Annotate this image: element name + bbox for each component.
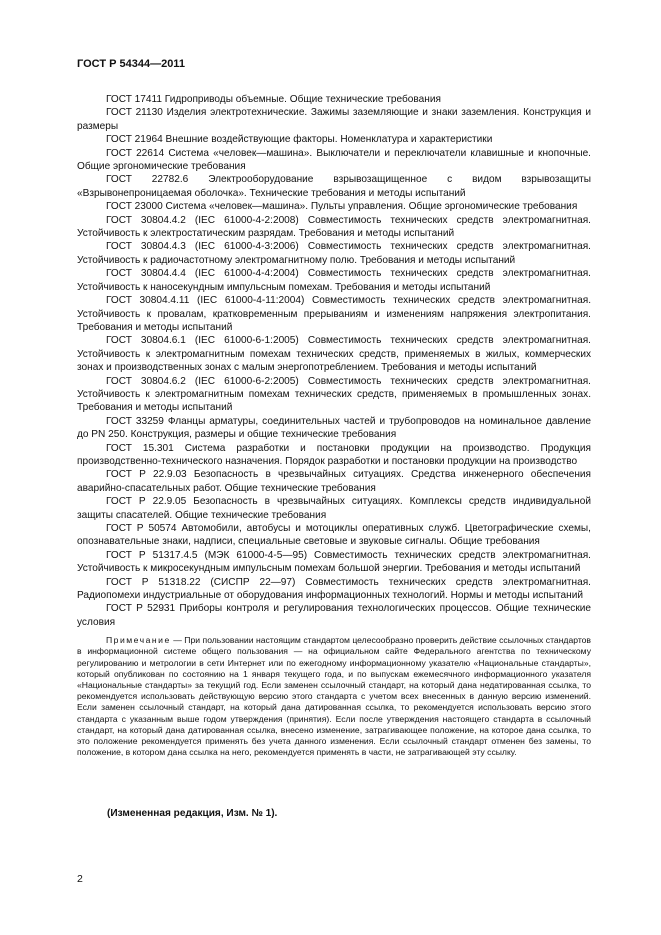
reference-item: ГОСТ 30804.6.1 (IEC 61000-6-1:2005) Совместимость технических средств электромагнитная. Устойчивость к электромагнитным помехам технических средств, применяемых в жилых, коммерческих зонах и производственных зонах с малым энергопотреблением. Требования и методы испытаний bbox=[77, 335, 591, 374]
note-label: Примечание bbox=[106, 635, 171, 646]
reference-item: ГОСТ Р 22.9.03 Безопасность в чрезвычайных ситуациях. Средства инженерного обеспечения аварийно-спасательных работ. Общие технические требования bbox=[77, 469, 591, 494]
edition-note: (Измененная редакция, Изм. № 1). bbox=[107, 808, 278, 819]
page-number: 2 bbox=[77, 873, 83, 885]
reference-item: ГОСТ 23000 Система «человек—машина». Пульты управления. Общие эргономические требования bbox=[106, 201, 578, 213]
note-text: — При пользовании настоящим стандартом целесообразно проверить действие ссылочных стандартов в информационной системе общего пользования — на официальном сайте Федерального агентства по техническому регулированию и метрологии в сети Интернет или по ежегодному информационному указателю «Национальные стандарты», который опубликован по состоянию на 1 января текущего года, и по выпускам ежемесячного информационного указателя «Национальные стандарты» за текущий год. Если заменен ссылочный стандарт, на который дана недатированная ссылка, то рекомендуется использовать действующую версию этого стандарта с учетом всех внесенных в данную версию изменений. Если заменен ссылочный стандарт, на который дана датированная ссылка, то рекомендуется использовать версию этого стандарта с указанным выше годом утверждения (принятия). Если после утверждения настоящего стандарта в ссылочный стандарт, на который дана датированная ссылка, внесено изменение, затрагивающее положение, на которое дана ссылка, то это положение рекомендуется применять без учета данного изменения. Если ссылочный стандарт отменен без замены, то положение, в котором дана ссылка на него, рекомендуется применять в части, не затрагивающей эту ссылку. bbox=[77, 635, 592, 758]
reference-item: ГОСТ 22782.6 Электрооборудование взрывозащищенное с видом взрывозащиты «Взрывонепроницаемая оболочка». Технические требования и методы испытаний bbox=[77, 174, 591, 199]
reference-item: ГОСТ 30804.6.2 (IEC 61000-6-2:2005) Совместимость технических средств электромагнитная. Устойчивость к электромагнитным помехам технических средств, применяемых в промышленных зонах. Требования и методы испытаний bbox=[77, 375, 591, 414]
reference-item: ГОСТ Р 52931 Приборы контроля и регулирования технологических процессов. Общие технические условия bbox=[77, 603, 591, 628]
reference-item: ГОСТ 30804.4.3 (IEC 61000-4-3:2006) Совместимость технических средств электромагнитная. Устойчивость к радиочастотному электромагнитному полю. Требования и методы испытаний bbox=[77, 241, 591, 266]
reference-item: ГОСТ 30804.4.4 (IEC 61000-4-4:2004) Совместимость технических средств электромагнитная. Устойчивость к наносекундным импульсным помехам. Требования и методы испытаний bbox=[77, 268, 591, 293]
reference-item: ГОСТ 17411 Гидроприводы объемные. Общие технические требования bbox=[106, 94, 441, 105]
references-list bbox=[77, 93, 591, 758]
reference-item: ГОСТ 33259 Фланцы арматуры, соединительных частей и трубопроводов на номинальное давление до PN 250. Конструкция, размеры и общие технические требования bbox=[77, 415, 591, 441]
reference-item: ГОСТ 22614 Система «человек—машина». Выключатели и переключатели клавишные и кнопочные. Общие эргономические требования bbox=[77, 147, 591, 173]
reference-item: ГОСТ Р 51318.22 (СИСПР 22—97) Совместимость технических средств электромагнитная. Радиопомехи индустриальные от оборудования информационных технологий. Нормы и методы испытаний bbox=[77, 576, 591, 602]
reference-item: ГОСТ 30804.4.11 (IEC 61000-4-11:2004) Совместимость технических средств электромагнитная. Устойчивость к провалам, кратковременным прерываниям и изменениям напряжения электропитания. Требования и методы испытаний bbox=[77, 295, 591, 333]
document-header-code: ГОСТ Р 54344—2011 bbox=[77, 58, 185, 70]
reference-item: ГОСТ 30804.4.2 (IEC 61000-4-2:2008) Совместимость технических средств электромагнитная. Устойчивость к электростатическим разрядам. Требования и методы испытаний bbox=[77, 214, 591, 240]
reference-item: ГОСТ Р 51317.4.5 (МЭК 61000-4-5—95) Совместимость технических средств электромагнитная. Устойчивость к микросекундным импульсным помехам большой энергии. Требования и методы испытаний bbox=[77, 549, 591, 575]
note-paragraph bbox=[77, 635, 591, 758]
reference-item: ГОСТ 15.301 Система разработки и постановки продукции на производство. Продукция производственно-технического назначения. Порядок разработки и постановки продукции на производство bbox=[77, 442, 591, 467]
reference-item: ГОСТ 21130 Изделия электротехнические. Зажимы заземляющие и знаки заземления. Конструкция и размеры bbox=[77, 107, 591, 132]
reference-item: ГОСТ 21964 Внешние воздействующие факторы. Номенклатура и характеристики bbox=[106, 134, 493, 146]
reference-item: ГОСТ Р 50574 Автомобили, автобусы и мотоциклы оперативных служб. Цветографические схемы, опознавательные знаки, надписи, специальные световые и звуковые сигналы. Общие требования bbox=[77, 523, 591, 548]
reference-item: ГОСТ Р 22.9.05 Безопасность в чрезвычайных ситуациях. Комплексы средств индивидуальной защиты спасателей. Общие технические требования bbox=[77, 496, 591, 521]
